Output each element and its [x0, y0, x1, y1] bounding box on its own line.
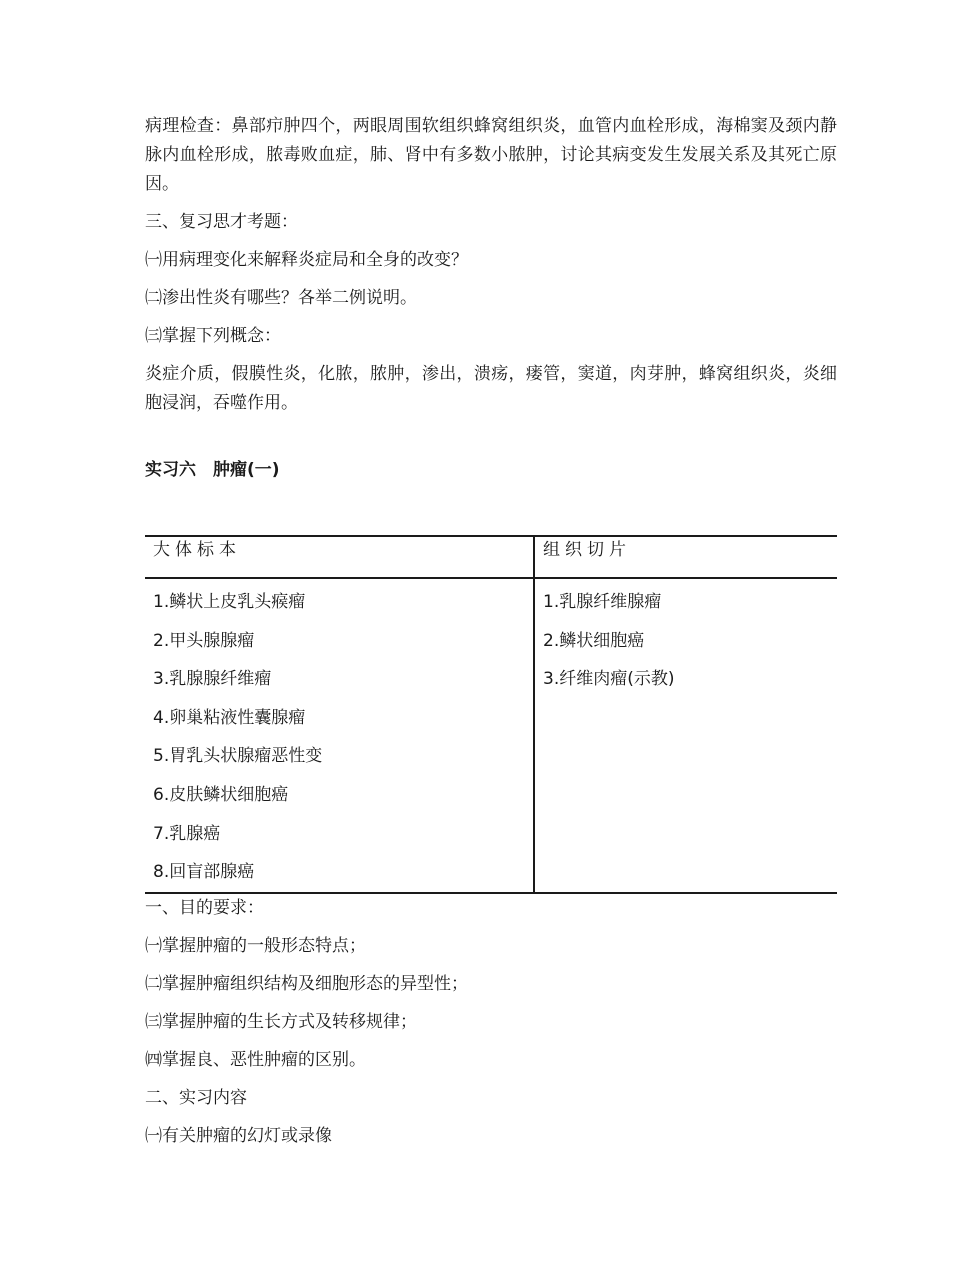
objective-4: ㈣掌握良、恶性肿瘤的区别。 — [145, 1049, 366, 1070]
review-question-1: ㈠用病理变化来解释炎症局和全身的改变？ — [145, 250, 468, 270]
pathology-paragraph: 病理检查：鼻部疖肿四个，两眼周围软组织蜂窝组织炎，血管内血栓形成，海棉窦及颈内静脉内血栓形成，脓毒败血症，肺、肾中有多数小脓肿，讨论其病变发生发展关系及其死亡原因。 — [145, 116, 837, 194]
header-tissue-slides: 组织切片 — [534, 536, 837, 578]
list-item: 3.乳腺腺纤维瘤 — [153, 669, 272, 690]
header-gross-specimens: 大体标本 — [145, 536, 534, 578]
table-header-row — [145, 536, 837, 578]
list-item: 3.纤维肉瘤(示教) — [543, 669, 675, 690]
list-item: 5.胃乳头状腺瘤恶性变 — [153, 746, 323, 767]
concepts-paragraph: 炎症介质，假膜性炎，化脓，脓肿，渗出，溃疡，瘘管，窦道，肉芽肿，蜂窝组织炎，炎细胞浸润，吞噬作用。 — [145, 364, 837, 413]
list-item: 7.乳腺癌 — [153, 823, 221, 844]
objective-3: ㈢掌握肿瘤的生长方式及转移规律； — [145, 1011, 417, 1032]
tissue-slide-list — [534, 578, 837, 893]
content-heading: 二、实习内容 — [145, 1087, 247, 1108]
list-item: 2.甲头腺腺瘤 — [153, 630, 255, 651]
objectives-heading: 一、目的要求： — [145, 897, 264, 918]
review-question-2: ㈡渗出性炎有哪些？各举二例说明。 — [145, 288, 417, 308]
list-item: 4.卵巢粘液性囊腺瘤 — [153, 707, 306, 728]
gross-specimen-list — [145, 578, 534, 893]
objective-2: ㈡掌握肿瘤组织结构及细胞形态的异型性； — [145, 973, 468, 994]
list-item: 1.鳞状上皮乳头瘊瘤 — [153, 592, 306, 612]
list-item: 1.乳腺纤维腺瘤 — [543, 592, 662, 612]
review-heading: 三、复习思才考题： — [145, 212, 298, 232]
list-item: 6.皮肤鳞状细胞癌 — [153, 784, 289, 805]
objective-1: ㈠掌握肿瘤的一般形态特点； — [145, 935, 366, 956]
content-item-1: ㈠有关肿瘤的幻灯或录像 — [145, 1125, 332, 1146]
review-question-3: ㈢掌握下列概念： — [145, 326, 281, 346]
table-body-row — [145, 578, 837, 893]
list-item: 8.回盲部腺癌 — [153, 862, 255, 883]
section-title: 实习六 肿瘤(一) — [145, 460, 280, 480]
specimen-table — [145, 535, 837, 894]
document-page — [145, 112, 837, 1151]
list-item: 2.鳞状细胞癌 — [543, 630, 645, 651]
